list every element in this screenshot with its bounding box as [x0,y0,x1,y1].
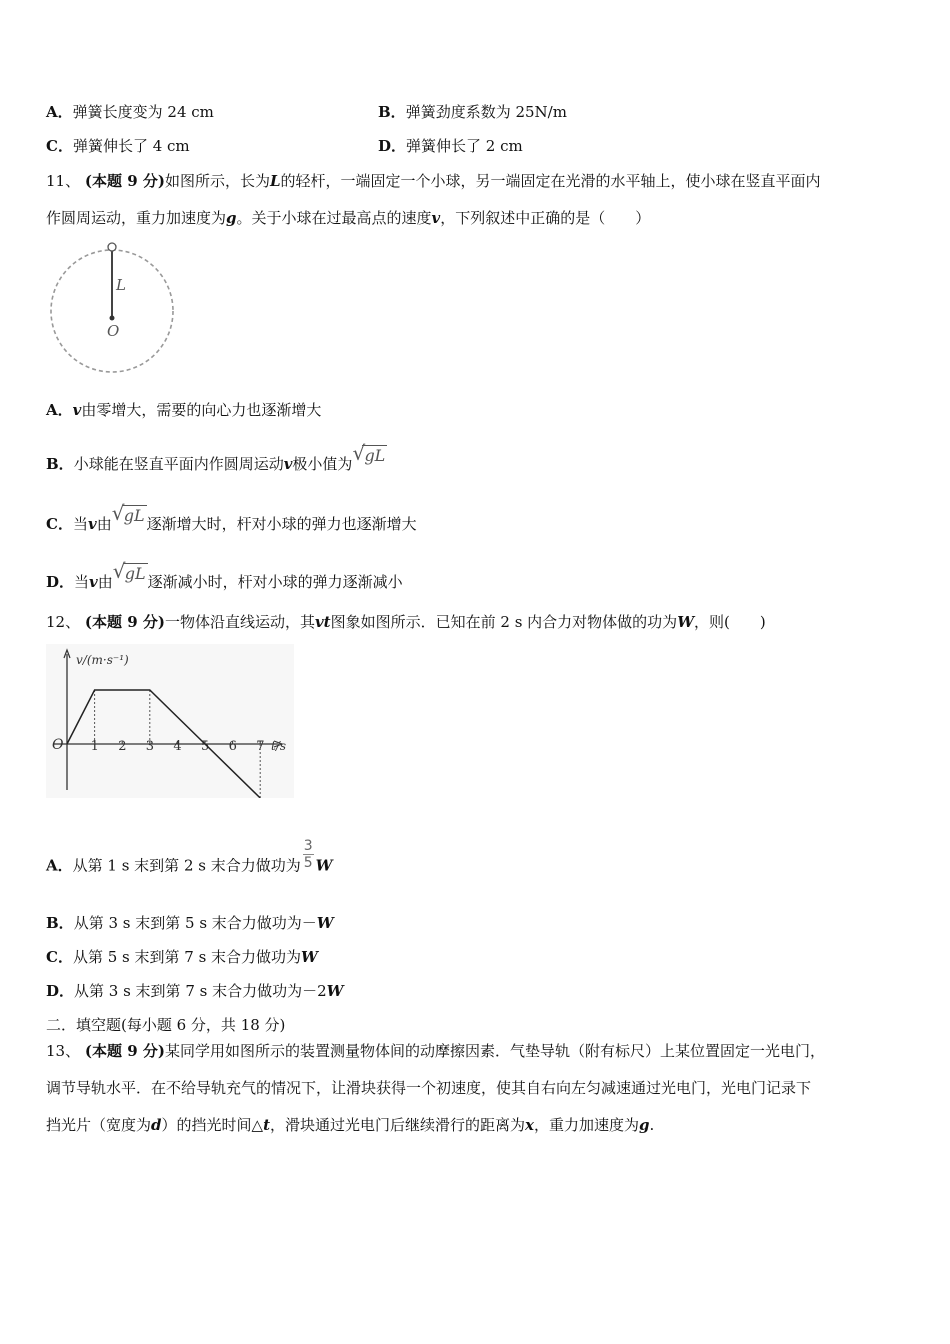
q11-stem-line1 [46,171,821,191]
q11-option-b [46,441,387,474]
x-tick-label: 7 [256,739,265,754]
option-text: 逐渐增大时，杆对小球的弹力也逐渐增大 [146,515,417,533]
stem-text: ，则( ) [694,613,766,631]
option-text: 极小值为 [292,455,353,473]
var-t: t [263,1116,270,1134]
q12-option-c [46,947,318,967]
var-v: v [283,455,293,473]
var-v: v [87,515,97,533]
var-W: W [677,613,695,631]
var-v: v [431,209,441,227]
q11-stem-line2 [46,208,650,228]
question-score: (本题 9 分) [84,613,165,631]
q12-stem [46,612,766,632]
q10-option-b [378,102,567,122]
option-text: 弹簧长度变为 24 cm [72,103,214,121]
stem-text: . [649,1116,655,1134]
x-tick-label: 6 [228,739,237,754]
q10-option-a [46,102,214,122]
option-label: D． [378,137,407,155]
q12-option-d [46,981,344,1001]
option-text: 当 [74,573,90,591]
option-text: 小球能在竖直平面内作圆周运动 [73,455,284,473]
sqrt-gL: √ gL [352,441,386,465]
origin-label: O [52,737,64,753]
axis-point [110,316,115,321]
x-tick-label: 3 [145,739,155,754]
var-v: v [89,573,98,591]
option-text: 弹簧劲度系数为 25N/m [405,103,567,121]
var-W: W [326,982,344,1000]
option-text: 从第 1 s 末到第 2 s 末合力做功为 [72,856,301,875]
var-L: L [269,172,281,190]
option-text: 逐渐减小时，杆对小球的弹力逐渐减小 [147,573,403,591]
var-vt: vt [314,613,331,631]
question-number: 12、 [46,613,81,631]
stem-text: ，下列叙述中正确的是（ ） [440,209,651,227]
option-label: B． [46,914,74,932]
option-text: 由零增大，需要的向心力也逐渐增大 [81,401,322,419]
var-W: W [315,856,333,875]
option-label: C． [46,137,73,155]
stem-text: ，滑块通过光电门后继续滑行的距离为 [270,1116,526,1134]
x-tick-label: 5 [201,739,210,754]
var-x: x [525,1116,534,1134]
stem-text: 作圆周运动，重力加速度为 [46,209,227,227]
var-d: d [151,1116,162,1134]
option-text: 从第 5 s 末到第 7 s 末合力做功为 [72,948,302,966]
option-text: 弹簧伸长了 4 cm [72,137,190,155]
var-v: v [72,401,82,419]
stem-text: 挡光片（宽度为 [46,1116,152,1134]
question-score: (本题 9 分) [84,1042,165,1060]
stem-text: ，重力加速度为 [533,1116,639,1134]
x-tick-label: 1 [90,739,99,754]
x-axis-label: t/s [271,739,287,753]
x-tick-label: 4 [173,739,182,754]
q11-option-d [46,559,403,592]
option-text: 由 [97,573,113,591]
stem-text: 。关于小球在过最高点的速度 [236,209,432,227]
q12-option-b [46,913,334,933]
var-g: g [226,209,237,227]
fraction-3-5: $\frac{3}{5}$ [303,838,313,871]
option-text: 从第 3 s 末到第 5 s 末合力做功为－ [73,914,317,932]
q11-circle-figure [46,240,178,380]
ball [108,243,116,251]
option-label: B． [378,103,406,121]
question-number: 11、 [46,172,81,190]
option-text: 弹簧伸长了 2 cm [406,137,523,155]
q13-line2 [46,1078,811,1098]
label-L: L [116,276,126,294]
section-heading: 二．填空题(每小题 6 分，共 18 分) [46,1016,286,1034]
option-label: C． [46,515,73,533]
q13-line1 [46,1041,825,1061]
option-label: A． [46,401,73,419]
option-label: A． [46,103,73,121]
option-text: 当 [72,515,88,533]
question-score: (本题 9 分) [84,172,165,190]
sqrt-gL: √ gL [111,501,145,525]
q12-option-a [46,838,333,883]
label-O: O [107,322,120,340]
option-label: D． [46,982,75,1000]
option-label: B． [46,455,74,473]
option-text: 由 [96,515,112,533]
q11-option-a [46,400,321,420]
var-W: W [316,914,334,932]
option-label: A． [46,856,73,875]
var-W: W [301,948,318,966]
stem-text: 如图所示，长为 [164,172,270,190]
stem-text: ）的挡光时间△ [161,1116,264,1134]
stem-text: 一物体沿直线运动，其 [164,613,315,631]
sqrt-gL: √ gL [112,559,146,583]
var-g: g [638,1116,650,1134]
option-label: D． [46,573,75,591]
stem-text: 图象如图所示．已知在前 2 s 内合力对物体做的功为 [330,613,678,631]
q13-line3 [46,1115,654,1135]
question-number: 13、 [46,1042,81,1060]
q10-option-d [378,136,523,156]
stem-text: 某同学用如图所示的装置测量物体间的动摩擦因素．气垫导轨（附有标尺）上某位置固定一光电门， [164,1042,825,1060]
option-text: 从第 3 s 末到第 7 s 末合力做功为－2 [74,982,327,1000]
q10-option-c [46,136,190,156]
y-axis-label: v/(m·s⁻¹) [76,653,129,667]
stem-text: 调节导轨水平．在不给导轨充气的情况下，让滑块获得一个初速度，使其自右向左匀减速通过光电门，光电门记录下 [46,1079,812,1097]
q12-vt-chart [46,644,294,798]
stem-text: 的轻杆，一端固定一个小球，另一端固定在光滑的水平轴上，使小球在竖直平面内 [280,172,821,190]
option-label: C． [46,948,73,966]
x-tick-label: 2 [118,739,127,754]
q11-option-c [46,501,417,534]
